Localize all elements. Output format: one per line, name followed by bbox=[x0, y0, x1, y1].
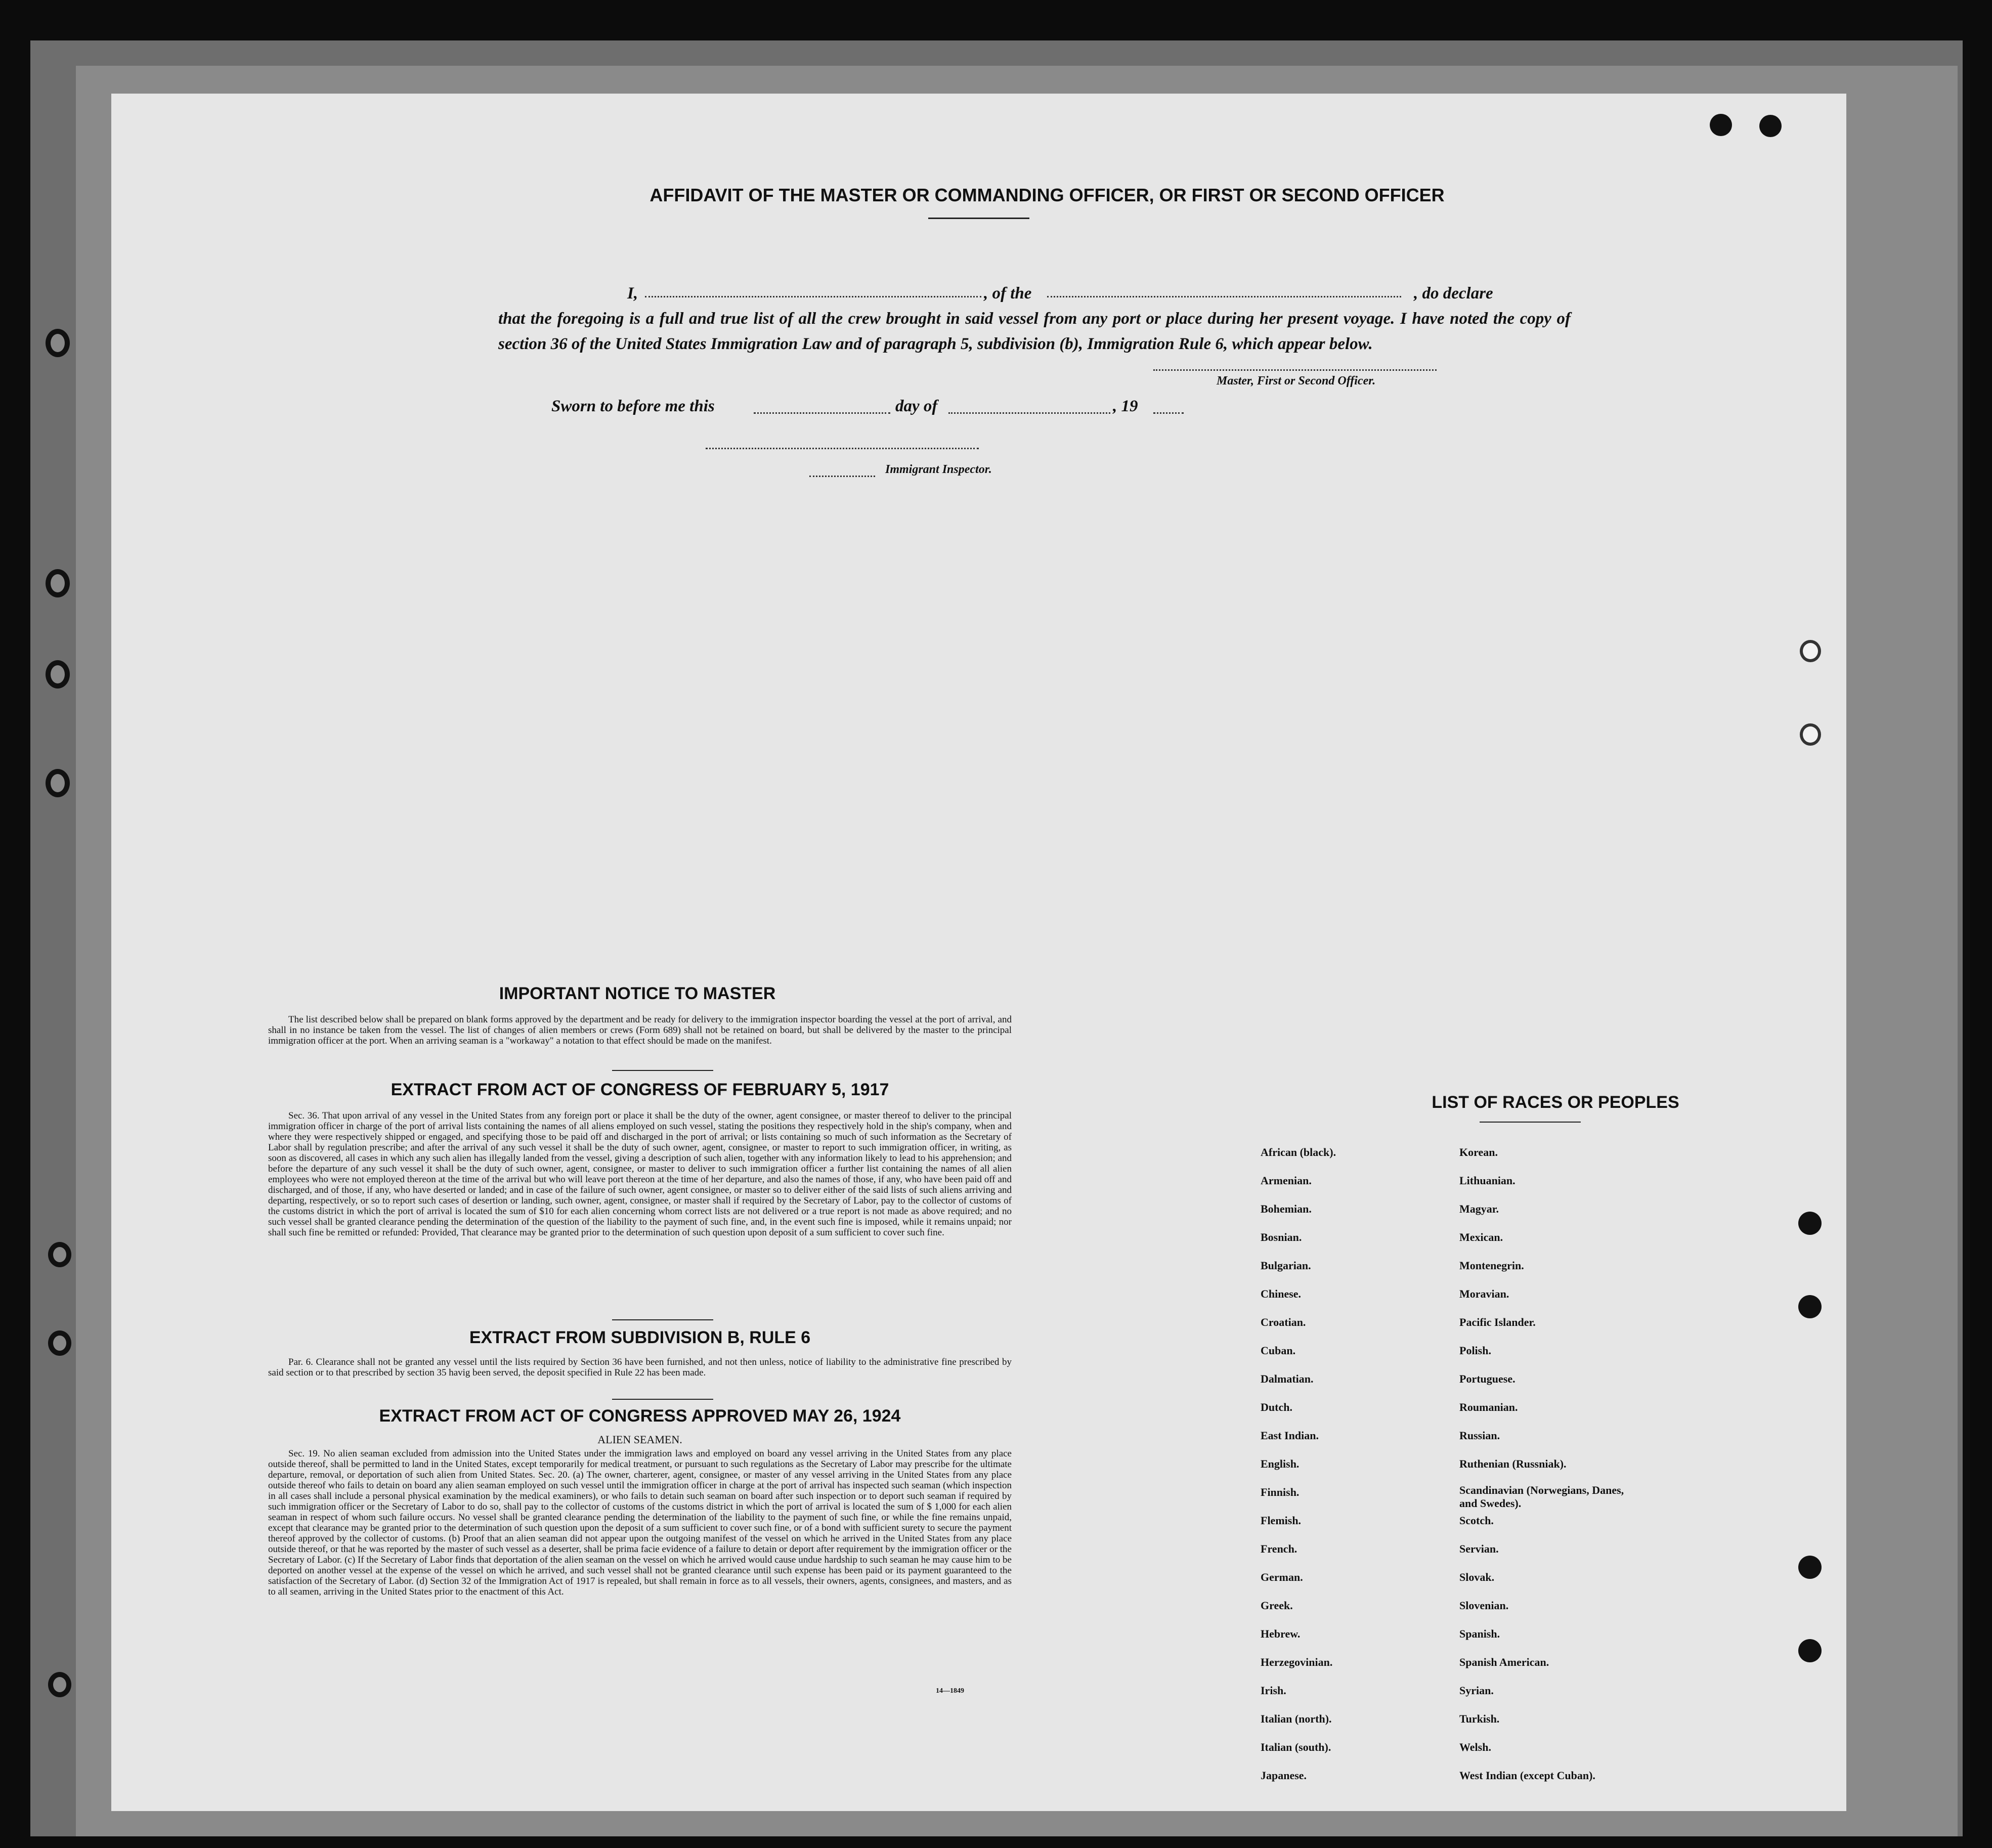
race-item: Finnish. bbox=[1261, 1486, 1300, 1498]
extract3-text: Sec. 19. No alien seaman excluded from admission into the United States under the immigration laws and employed on board any vessel arriving in the United States from any place outside thereof, shall be permitted to land in the United States, except temporarily for medical treatment, or pursuant to such regulations as the Secretary of Labor may prescribe for the ultimate departure, removal, or deportation of such alien from United States. Sec. 20. (a) The owner, charterer, agent, consignee, or master of any vessel arriving in the United States from any place outside thereof who fails to detain on board any alien seaman employed on such vessel until the immigration officer in charge at the port of arrival has inspected such seaman (which inspection in all cases shall include a personal physical examination by the medical examiners), or who fails to detain such seaman on board after such inspection or to deport such seaman if required by such immigration officer or the Secretary of Labor to do so, shall pay to the collector of customs of the customs district in which the port of arrival is located the sum of $ 1,000 for each alien seaman in respect of whom such failure occurs. No vessel shall be granted clearance pending the determination of the liability to the payment of such fine, or while the fine remains unpaid, except that clearance may be granted prior to the determination of such question upon the deposit of a sum sufficient to cover such fine, or of a bond with sufficient surety to secure the payment thereof approved by the collector of customs. (b) Proof that an alien seaman did not appear upon the outgoing manifest of the vessel on which he arrived in the United States from any place outside thereof, or that he was reported by the master of such vessel as a deserter, shall be prima facie evidence of a failure to detain or deport after requirement by the immigration officer or the Secretary of Labor. (c) If the Secretary of Labor finds that deportation of the alien seaman on the vessel on which he arrived would cause undue hardship to such seaman he may cause him to be deported on another vessel at the expense of the vessel on which he arrived, and such vessel shall not be granted clearance until such expense has been paid or its payment guaranteed to the satisfaction of the Secretary of Labor. (d) Section 32 of the Immigration Act of 1917 is repealed, but shall remain in force as to all vessels, their owners, agents, consignees, and masters, and as to all seamen, arriving in the United States prior to the enactment of this Act. bbox=[268, 1448, 1012, 1597]
notice-title: IMPORTANT NOTICE TO MASTER bbox=[499, 984, 776, 1003]
punch-hole bbox=[1798, 1295, 1822, 1318]
race-item: Flemish. bbox=[1261, 1514, 1302, 1527]
race-item: Moravian. bbox=[1459, 1287, 1509, 1300]
extract2-title: EXTRACT FROM SUBDIVISION B, RULE 6 bbox=[469, 1328, 811, 1347]
punch-hole bbox=[46, 769, 70, 797]
day-blank[interactable] bbox=[754, 412, 890, 414]
race-item: Japanese. bbox=[1261, 1769, 1307, 1782]
race-item: Herzegovinian. bbox=[1261, 1656, 1333, 1668]
name-blank[interactable] bbox=[645, 296, 981, 297]
race-item: Italian (north). bbox=[1261, 1712, 1332, 1725]
extract3-title: EXTRACT FROM ACT OF CONGRESS APPROVED MAY 26, 1924 bbox=[379, 1406, 901, 1426]
race-item: Greek. bbox=[1261, 1599, 1293, 1612]
extract3-subtitle: ALIEN SEAMEN. bbox=[597, 1433, 682, 1446]
race-item: Scotch. bbox=[1459, 1514, 1494, 1527]
punch-hole bbox=[1759, 115, 1782, 137]
punch-hole bbox=[46, 660, 70, 689]
race-item: African (black). bbox=[1261, 1146, 1336, 1158]
race-item: Ruthenian (Russniak). bbox=[1459, 1457, 1567, 1470]
affidavit-body bbox=[498, 281, 1571, 357]
race-item: Portuguese. bbox=[1459, 1372, 1515, 1385]
race-item: Scandinavian (Norwegians, Danes, and Swedes). bbox=[1459, 1484, 1624, 1510]
title-rule bbox=[928, 218, 1029, 219]
race-item: West Indian (except Cuban). bbox=[1459, 1769, 1595, 1782]
punch-hole bbox=[1798, 1639, 1822, 1662]
race-item: Welsh. bbox=[1459, 1741, 1491, 1753]
punch-hole bbox=[46, 329, 70, 357]
inspector-label: Immigrant Inspector. bbox=[885, 463, 992, 476]
race-item: Cuban. bbox=[1261, 1344, 1296, 1357]
affidavit-of-the: , of the bbox=[984, 284, 1032, 303]
vessel-blank[interactable] bbox=[1047, 296, 1401, 297]
race-item: Armenian. bbox=[1261, 1174, 1312, 1187]
day-of-label: day of bbox=[895, 397, 938, 415]
race-item: Dalmatian. bbox=[1261, 1372, 1314, 1385]
race-item: Irish. bbox=[1261, 1684, 1286, 1697]
race-item: Slovenian. bbox=[1459, 1599, 1509, 1612]
punch-hole bbox=[1798, 1212, 1822, 1235]
race-item: Croatian. bbox=[1261, 1316, 1306, 1328]
race-item: Syrian. bbox=[1459, 1684, 1494, 1697]
races-title: LIST OF RACES OR PEOPLES bbox=[1432, 1093, 1679, 1112]
race-item: Lithuanian. bbox=[1459, 1174, 1515, 1187]
punch-hole bbox=[48, 1330, 71, 1356]
master-label: Master, First or Second Officer. bbox=[1217, 374, 1376, 388]
race-item: English. bbox=[1261, 1457, 1300, 1470]
race-item: Spanish. bbox=[1459, 1627, 1500, 1640]
punch-hole bbox=[1800, 723, 1821, 746]
inspector-dots bbox=[809, 476, 875, 477]
year-blank[interactable] bbox=[1153, 412, 1184, 414]
race-item: Slovak. bbox=[1459, 1571, 1495, 1583]
race-item: East Indian. bbox=[1261, 1429, 1319, 1442]
affidavit-declare: , do declare bbox=[1414, 284, 1493, 303]
punch-hole bbox=[1798, 1556, 1822, 1579]
race-item: Bohemian. bbox=[1261, 1202, 1312, 1215]
section-rule bbox=[612, 1399, 713, 1400]
punch-hole bbox=[48, 1242, 71, 1267]
race-item: Montenegrin. bbox=[1459, 1259, 1524, 1272]
sworn-label: Sworn to before me this bbox=[551, 397, 715, 415]
extract1-title: EXTRACT FROM ACT OF CONGRESS OF FEBRUARY 5, 1917 bbox=[391, 1080, 889, 1099]
notice-text: The list described below shall be prepared on blank forms approved by the department and be ready for delivery to the immigration inspector boarding the vessel at the port of arrival, and shall in no instance be taken from the vessel. The list of changes of alien members or crews (Form 689) shall not be retained on board, but shall be delivered by the master to the principal immigration officer at the port. When an arriving seaman is a "workaway" a notation to that effect should be made on the manifest. bbox=[268, 1014, 1012, 1046]
affidavit-title: AFFIDAVIT OF THE MASTER OR COMMANDING OFFICER, OR FIRST OR SECOND OFFICER bbox=[649, 185, 1445, 205]
race-item: German. bbox=[1261, 1571, 1303, 1583]
document-page bbox=[111, 94, 1846, 1811]
punch-hole bbox=[1710, 114, 1732, 136]
inspector-signature-blank[interactable] bbox=[706, 448, 979, 449]
form-number: 14—1849 bbox=[936, 1687, 964, 1695]
punch-hole bbox=[48, 1672, 71, 1697]
extract2-text: Par. 6. Clearance shall not be granted any vessel until the lists required by Section 36 have been furnished, and not then unless, notice of liability to the administrative fine prescribed by said section or to that prescribed by section 35 havig been served, the deposit specified in Rule 22 has been made. bbox=[268, 1357, 1012, 1378]
race-item: Korean. bbox=[1459, 1146, 1498, 1158]
race-item: Bosnian. bbox=[1261, 1231, 1302, 1243]
race-item: French. bbox=[1261, 1542, 1297, 1555]
race-item: Polish. bbox=[1459, 1344, 1491, 1357]
race-item: Pacific Islander. bbox=[1459, 1316, 1536, 1328]
race-item: Roumanian. bbox=[1459, 1401, 1518, 1413]
race-item: Italian (south). bbox=[1261, 1741, 1331, 1753]
race-item: Spanish American. bbox=[1459, 1656, 1549, 1668]
race-item: Mexican. bbox=[1459, 1231, 1503, 1243]
month-blank[interactable] bbox=[948, 412, 1110, 414]
race-item: Magyar. bbox=[1459, 1202, 1499, 1215]
race-item: Chinese. bbox=[1261, 1287, 1302, 1300]
race-item: Hebrew. bbox=[1261, 1627, 1301, 1640]
punch-hole bbox=[1800, 640, 1821, 662]
race-item: Bulgarian. bbox=[1261, 1259, 1311, 1272]
section-rule bbox=[612, 1070, 713, 1071]
affidavit-i: I, bbox=[627, 284, 638, 303]
race-item: Dutch. bbox=[1261, 1401, 1292, 1413]
extract1-text: Sec. 36. That upon arrival of any vessel in the United States from any foreign port or place it shall be the duty of the owner, agent consignee, or master thereof to deliver to the principal immigration officer in charge of the port of arrival lists containing the names of all aliens employed on such vessel, stating the positions they respectively hold in the ship's company, when and where they were respectively shipped or engaged, and specifying those to be paid off and discharged in the port of arrival; or lists containing so much of such information as the Secretary of Labor shall by regulation prescribe; and after the arrival of any such vessel it shall be the duty of such owner, agent, consignee, or master to report to such immigration officer, in writing, as soon as discovered, all cases in which any such alien has illegally landed from the vessel, giving a description of such alien, together with any information likely to lead to his apprehension; and before the departure of any such vessel it shall be the duty of such owner, agent, consignee, or master to deliver to such immigration officer a further list containing the names of all alien employees who were not employed thereon at the time of the arrival but who will leave port thereon at the time of her departure, and also the names of those, if any, who have been paid off and discharged, and of those, if any, who have deserted or landed; and in case of the failure of such owner, agent consignee, or master so to deliver either of the said lists of such aliens arriving and departing, respectively, or so to report such cases of desertion or landing, such owner, agent, consignee, or master shall if required by the Secretary of Labor, pay to the collector of customs of the customs district in which the port of arrival is located the sum of $10 for each alien concerning whom correct lists are not delivered or a true report is not made as above required; and no such vessel shall be granted clearance pending the determination of the question of the liability to the payment of such fine, and, in the event such fine is imposed, while it remains unpaid; nor shall such fine be remitted or refunded: Provided, That clearance may be granted prior to the determination of such question upon deposit of a sum sufficient to cover such fine. bbox=[268, 1110, 1012, 1238]
race-item: Servian. bbox=[1459, 1542, 1499, 1555]
year-label: , 19 bbox=[1113, 397, 1138, 415]
punch-hole bbox=[46, 569, 70, 597]
affidavit-statement: that the foregoing is a full and true list of all the crew brought in said vessel from any port or place during her present voyage. I have noted the copy of section 36 of the United States Immigration Law and of paragraph 5, subdivision (b), Immigration Rule 6, which appear below. bbox=[498, 310, 1571, 353]
section-rule bbox=[612, 1319, 713, 1320]
races-rule bbox=[1480, 1122, 1581, 1123]
signature-blank[interactable] bbox=[1153, 369, 1437, 371]
race-item: Turkish. bbox=[1459, 1712, 1500, 1725]
race-item: Russian. bbox=[1459, 1429, 1500, 1442]
